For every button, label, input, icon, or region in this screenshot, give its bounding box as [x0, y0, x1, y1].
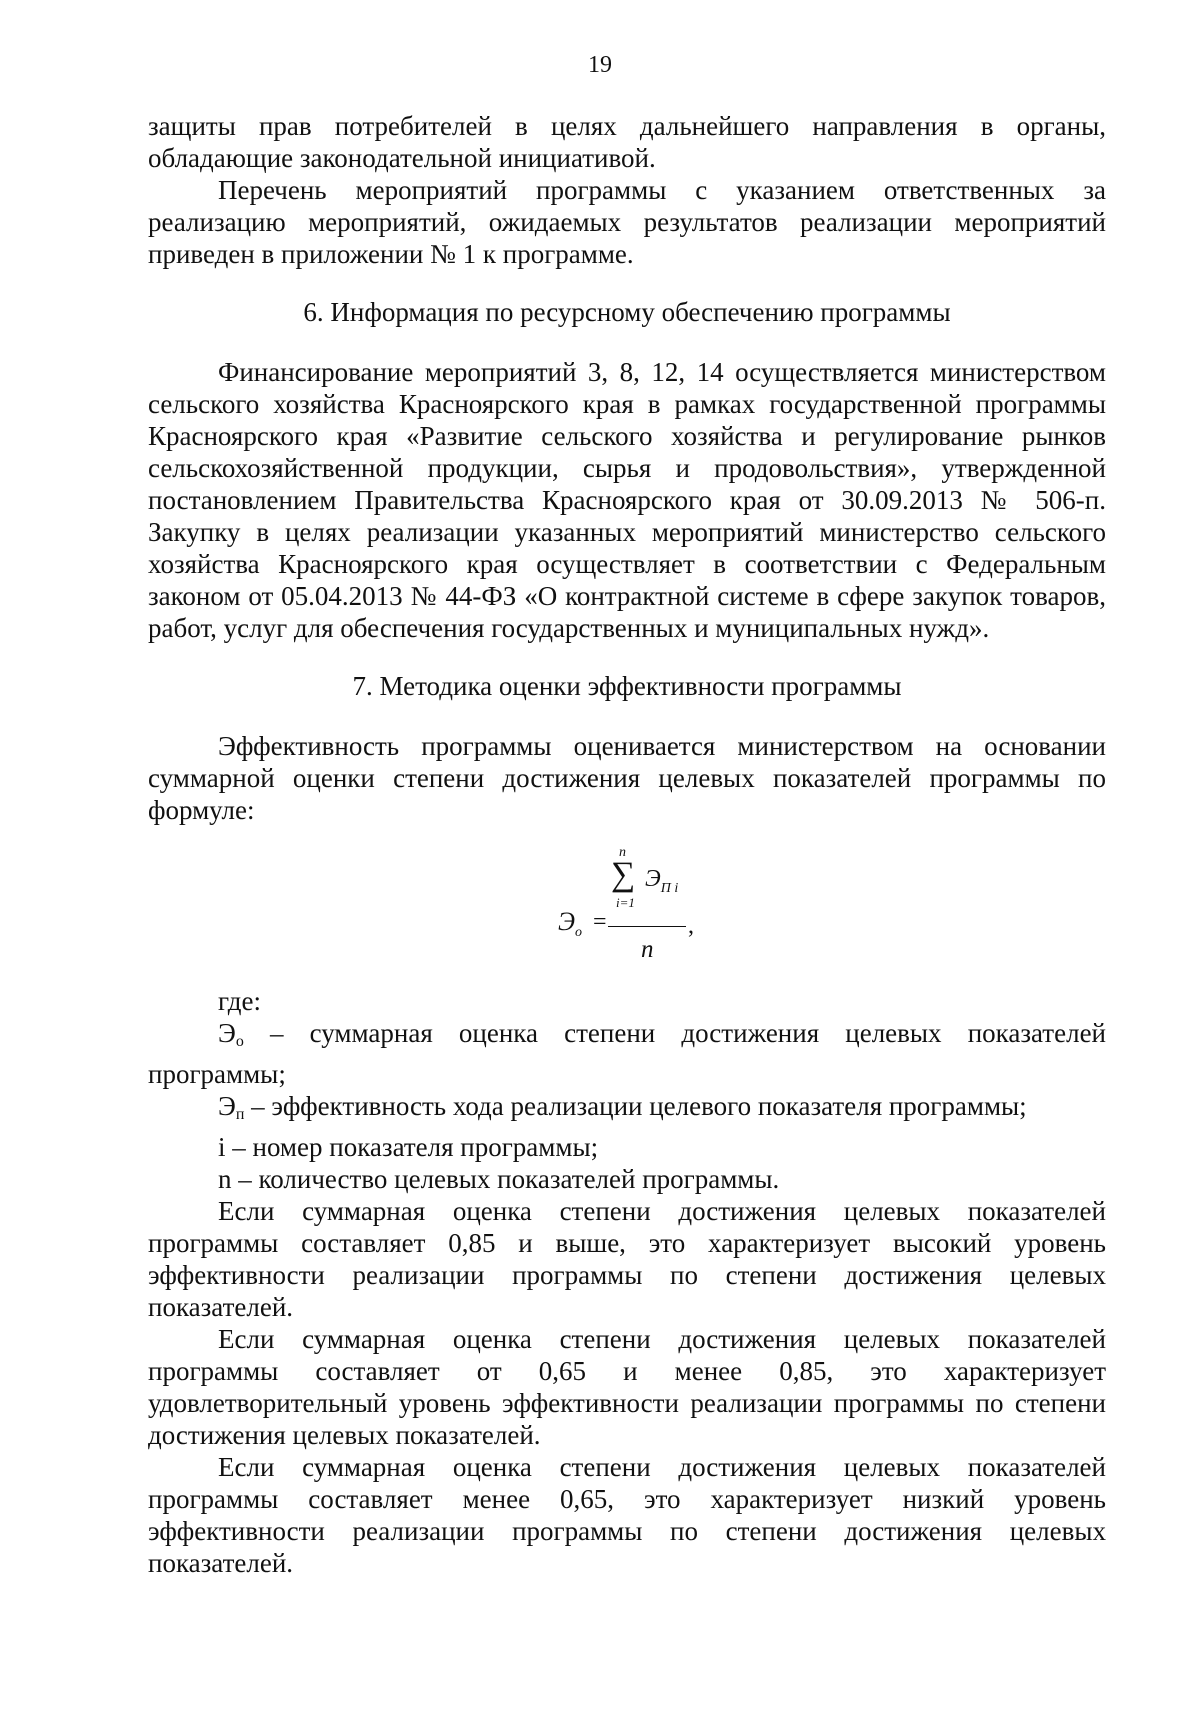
satisfactory-efficiency-paragraph: Если суммарная оценка степени достижения целевых показателей программы составляет от 0,65 и менее 0,85, это характеризует удовлетворительный уровень эффективности реализации программы по степени достижения целевых показателей.: [148, 1324, 1106, 1450]
def-eo-subscript: о: [235, 1033, 244, 1050]
lhs-subscript: о: [575, 925, 583, 941]
lhs-symbol: Э: [558, 907, 576, 936]
definition-ep: [148, 1090, 1106, 1131]
def-eo-symbol: Э: [218, 1018, 236, 1048]
formula-numerator-term: [645, 866, 678, 902]
formula-denominator: n: [641, 936, 654, 963]
formula-lhs: [558, 908, 582, 947]
def-ep-text: – эффективность хода реализации целевого показателя программы;: [244, 1091, 1027, 1121]
formula-comma: ,: [688, 913, 694, 939]
efficiency-formula: [148, 832, 1106, 977]
definition-i: i – номер показателя программы;: [218, 1132, 599, 1162]
sigma-symbol: ∑: [611, 856, 636, 893]
equals-sign: =: [593, 909, 607, 935]
section-7-intro: Эффективность программы оценивается министерством на основании суммарной оценки степени достижения целевых показателей программы по формуле:: [148, 731, 1106, 825]
sum-upper-limit: n: [619, 845, 626, 860]
section-6-heading: 6. Информация по ресурсному обеспечению программы: [303, 297, 951, 327]
sum-lower-limit: i=1: [616, 895, 635, 910]
def-ep-symbol: Э: [218, 1091, 236, 1121]
definition-n: n – количество целевых показателей программы.: [218, 1164, 780, 1194]
def-eo-text: – суммарная оценка степени достижения целевых показателей программы;: [148, 1018, 1106, 1089]
intro-paragraph-1: защиты прав потребителей в целях дальнейшего направления в органы, обладающие законодательной инициативой.: [148, 111, 1106, 173]
page-number: 19: [588, 52, 612, 78]
section-7-heading: 7. Методика оценки эффективности программы: [352, 671, 902, 701]
low-efficiency-paragraph: Если суммарная оценка степени достижения целевых показателей программы составляет менее 0,65, это характеризует низкий уровень эффективности реализации программы по степени достижения целевых показателей.: [148, 1452, 1106, 1578]
page-content: [148, 110, 1106, 1579]
definition-eo: [148, 1017, 1106, 1090]
numerator-subscript: П i: [660, 880, 679, 896]
intro-paragraph-2: Перечень мероприятий программы с указанием ответственных за реализацию мероприятий, ожидаемых результатов реализации мероприятий приведен в приложении № 1 к программе.: [148, 175, 1106, 269]
section-6-paragraph: Финансирование мероприятий 3, 8, 12, 14 осуществляется министерством сельского хозяйства Красноярского края в рамках государственной программы Красноярского края «Развитие сельского хозяйства и регулирование рынков сельскохозяйственной продукции, сырья и продовольствия», утвержденной постановлением Правительства Красноярского края от 30.09.2013 № 506-п. Закупку в целях реализации указанных мероприятий министерство сельского хозяйства Красноярского края осуществляет в соответствии с Федеральным законом от 05.04.2013 № 44-ФЗ «О контрактной системе в сфере закупок товаров, работ, услуг для обеспечения государственных и муниципальных нужд».: [148, 357, 1106, 643]
high-efficiency-paragraph: Если суммарная оценка степени достижения целевых показателей программы составляет 0,85 и выше, это характеризует высокий уровень эффективности реализации программы по степени достижения целевых показателей.: [148, 1196, 1106, 1322]
numerator-symbol: Э: [645, 866, 661, 892]
where-label: где:: [218, 986, 261, 1016]
fraction-bar: [608, 926, 686, 927]
def-ep-subscript: п: [235, 1106, 245, 1123]
